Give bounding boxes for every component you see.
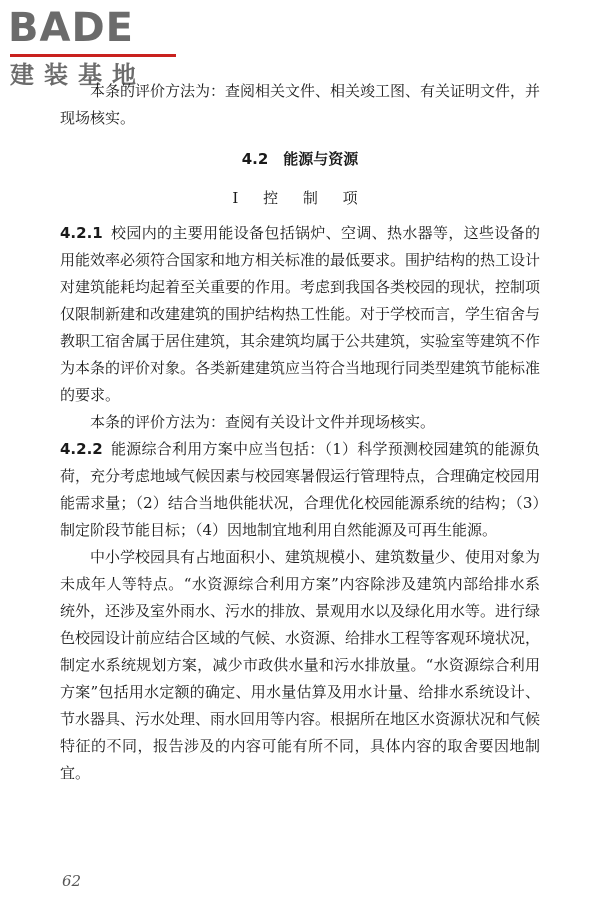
clause-4-2-2 bbox=[60, 436, 540, 544]
clause-4-2-1-evaluation: 本条的评价方法为：查阅有关设计文件并现场核实。 bbox=[90, 413, 436, 431]
section-heading: 4.2 能源与资源 bbox=[241, 150, 359, 168]
logo-wordmark: BADE bbox=[8, 5, 134, 51]
clause-text: 能源综合利用方案中应当包括：（1）科学预测校园建筑的能源负荷，充分考虑地域气候因素与校园寒暑假运行管理特点，合理确定校园用能需求量；（2）结合当地供能状况，合理优化校园能源系统的结构；（3）制定阶段节能目标；（4）因地制宜地利用自然能源及可再生能源。 bbox=[60, 440, 541, 539]
clause-text: 校园内的主要用能设备包括锅炉、空调、热水器等，这些设备的用能效率必须符合国家和地方相关标准的最低要求。围护结构的热工设计对建筑能耗均起着至关重要的作用。考虑到我国各类校园的现状，控制项仅限制新建和改建建筑的围护结构热工性能。对于学校而言，学生宿舍与教职工宿舍属于居住建筑，其余建筑均属于公共建筑，实验室等建筑不作为本条的评价对象。各类新建建筑应当符合当地现行同类型建筑节能标准的要求。 bbox=[60, 224, 541, 404]
document-body bbox=[60, 78, 540, 787]
subsection-heading: Ⅰ 控 制 项 bbox=[232, 189, 368, 207]
clause-number: 4.2.2 bbox=[60, 440, 103, 458]
logo-divider bbox=[10, 54, 176, 57]
clause-number: 4.2.1 bbox=[60, 224, 103, 242]
logo-subtitle: 建装基地 bbox=[10, 61, 146, 89]
clause-4-2-2-explanation: 中小学校园具有占地面积小、建筑规模小、建筑数量少、使用对象为未成年人等特点。“水资源综合利用方案”内容除涉及建筑内部给排水系统外，还涉及室外雨水、污水的排放、景观用水以及绿化用水等。进行绿色校园设计前应结合区域的气候、水资源、给排水工程等客观环境状况，制定水系统规划方案，减少市政供水量和污水排放量。“水资源综合利用方案”包括用水定额的确定、用水量估算及用水计量、给排水系统设计、节水器具、污水处理、雨水回用等内容。根据所在地区水资源状况和气候特征的不同，报告涉及的内容可能有所不同，具体内容的取舍要因地制宜。 bbox=[60, 548, 541, 782]
clause-4-2-1 bbox=[60, 220, 540, 409]
page-number: 62 bbox=[62, 872, 82, 890]
intro-paragraph: 本条的评价方法为：查阅相关文件、相关竣工图、有关证明文件，并现场核实。 bbox=[60, 82, 541, 127]
